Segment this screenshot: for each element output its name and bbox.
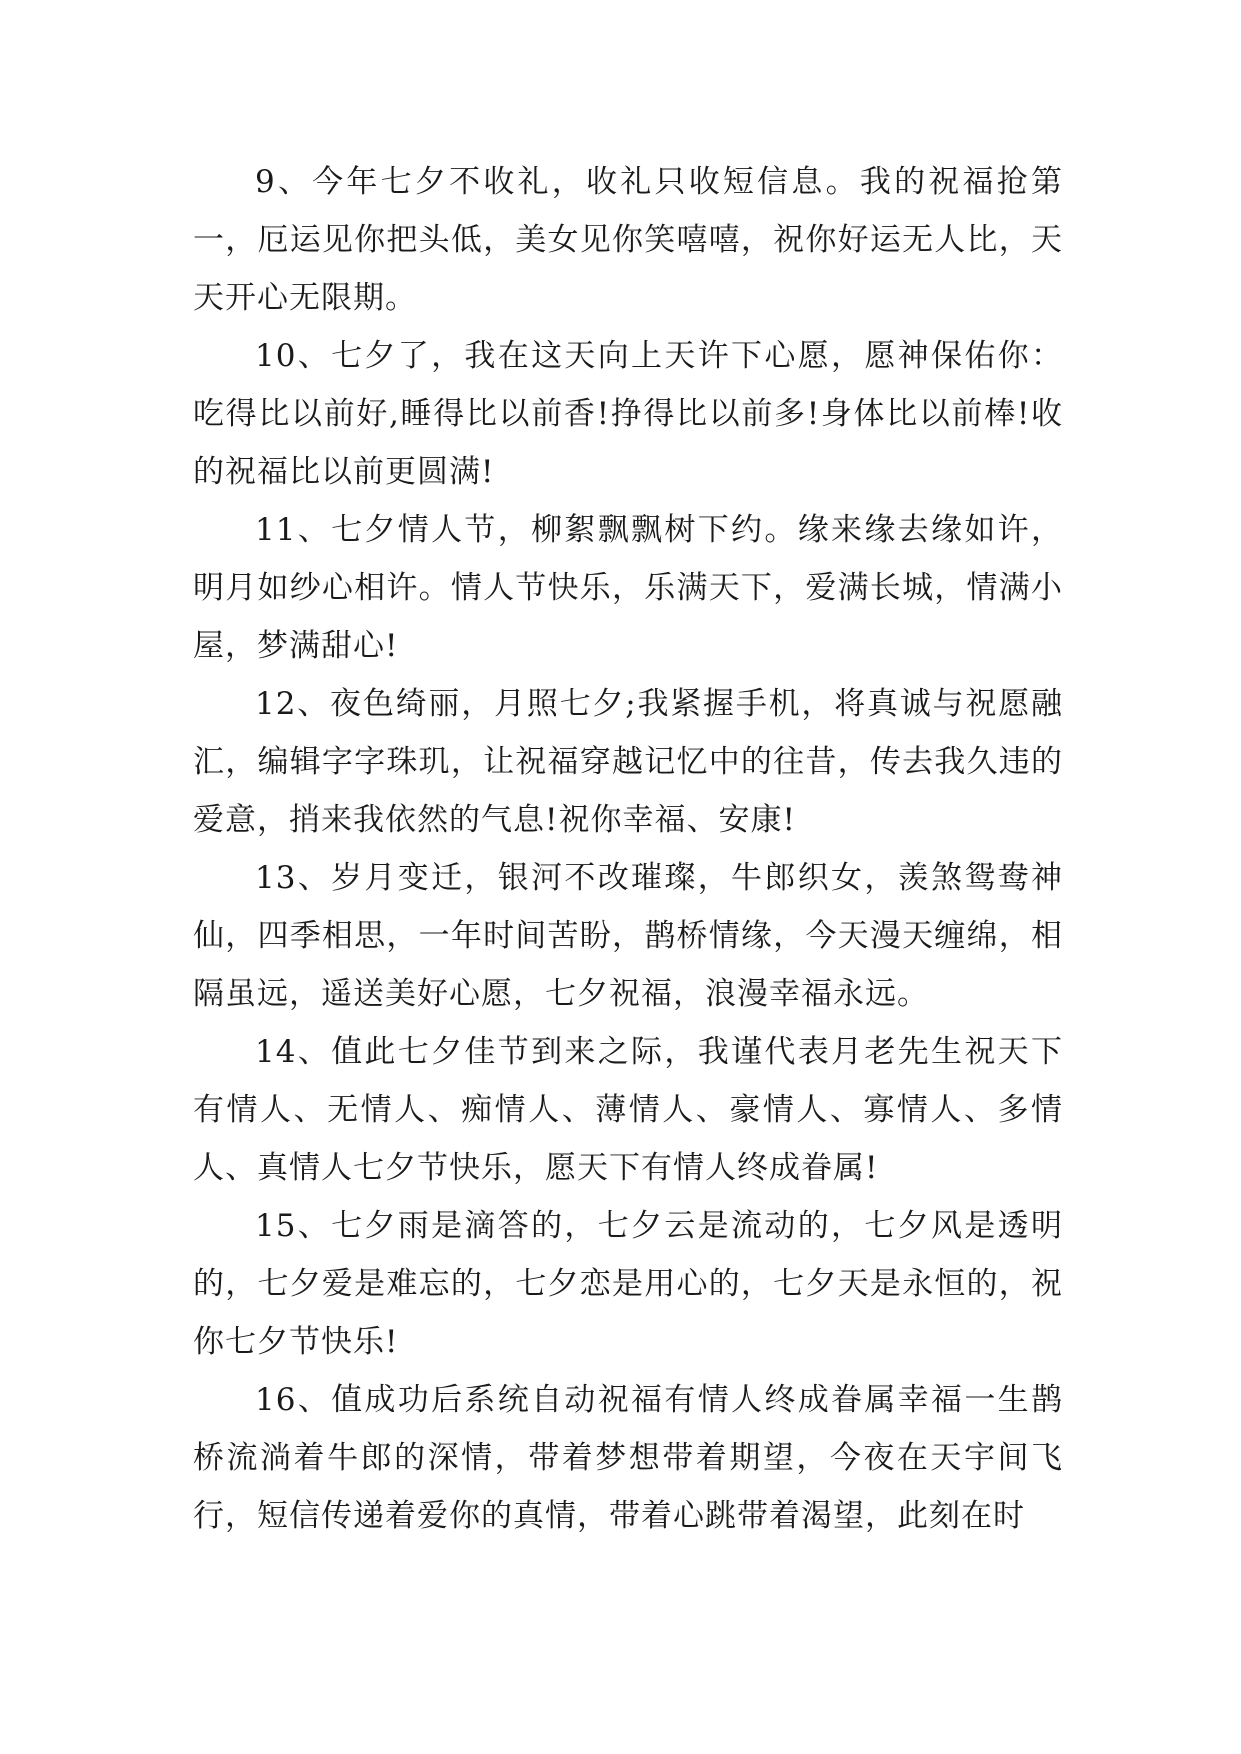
paragraph-15: 15、七夕雨是滴答的，七夕云是流动的，七夕风是透明的，七夕爱是难忘的，七夕恋是用心的，七夕天是永恒的，祝你七夕节快乐! [193, 1208, 1063, 1360]
paragraph-13: 13、岁月变迁，银河不改璀璨，牛郎织女，羡煞鸳鸯神仙，四季相思，一年时间苦盼，鹊桥情缘，今天漫天缠绵，相隔虽远，遥送美好心愿，七夕祝福，浪漫幸福永远。 [193, 860, 1063, 1012]
paragraph-12: 12、夜色绮丽，月照七夕;我紧握手机，将真诚与祝愿融汇，编辑字字珠玑，让祝福穿越记忆中的往昔，传去我久违的爱意，捎来我依然的气息!祝你幸福、安康! [193, 686, 1063, 838]
paragraph-10: 10、七夕了，我在这天向上天许下心愿，愿神保佑你：吃得比以前好,睡得比以前香!挣得比以前多!身体比以前棒!收的祝福比以前更圆满! [193, 338, 1063, 490]
paragraph-9: 9、今年七夕不收礼，收礼只收短信息。我的祝福抢第一，厄运见你把头低，美女见你笑嘻嘻，祝你好运无人比，天天开心无限期。 [193, 164, 1063, 316]
paragraph-14: 14、值此七夕佳节到来之际，我谨代表月老先生祝天下有情人、无情人、痴情人、薄情人、豪情人、寡情人、多情人、真情人七夕节快乐，愿天下有情人终成眷属! [193, 1034, 1063, 1186]
paragraph-16: 16、值成功后系统自动祝福有情人终成眷属幸福一生鹊桥流淌着牛郎的深情，带着梦想带着期望，今夜在天宇间飞行，短信传递着爱你的真情，带着心跳带着渴望，此刻在时 [193, 1382, 1063, 1534]
document-body [193, 153, 1063, 1545]
paragraph-11: 11、七夕情人节，柳絮飘飘树下约。缘来缘去缘如许，明月如纱心相许。情人节快乐，乐满天下，爱满长城，情满小屋，梦满甜心! [193, 512, 1063, 664]
